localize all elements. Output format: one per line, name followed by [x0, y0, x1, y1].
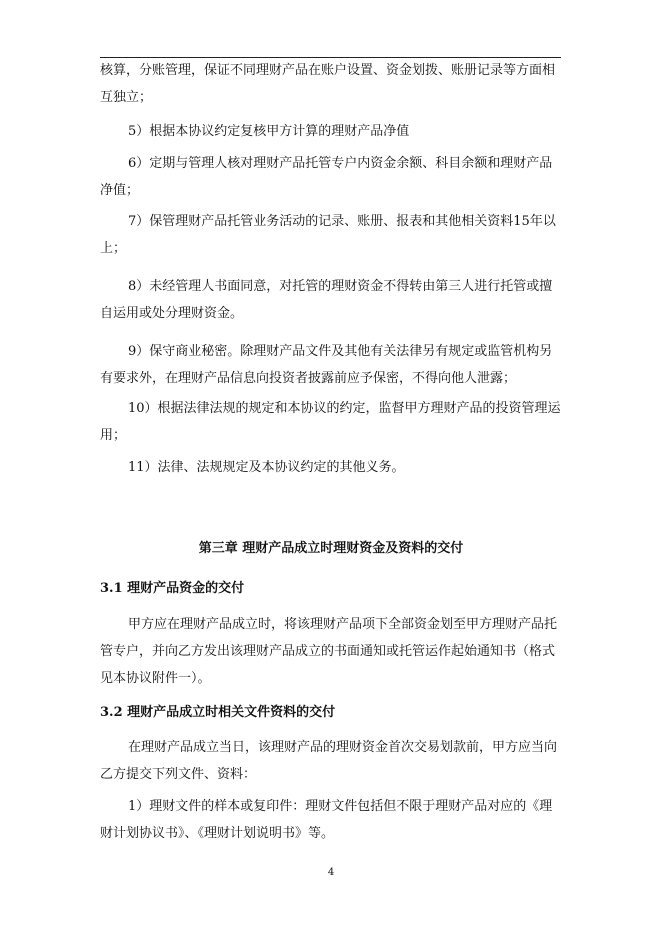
- item-9: 9）保守商业秘密。除理财产品文件及其他有关法律另有规定或监管机构另有要求外，在理财产品信息向投资者披露前应予保密，不得向他人泄露；: [100, 344, 553, 386]
- page-number: 4: [327, 867, 335, 878]
- chapter-title: 第三章 理财产品成立时理财资金及资料的交付: [198, 541, 464, 556]
- item-10: 10）根据法律法规的规定和本协议的约定，监督甲方理财产品的投资管理运用；: [100, 401, 561, 443]
- item-8: 8）未经管理人书面同意，对托管的理财资金不得转由第三人进行托管或擅自运用或处分理财资金。: [100, 279, 553, 321]
- section-3-2-heading: 3.2 理财产品成立时相关文件资料的交付: [100, 705, 336, 720]
- section-3-2-item-1: 1）理财文件的样本或复印件：理财文件包括但不限于理财产品对应的《理财计划协议书》、《理财计划说明书》等。: [100, 799, 553, 841]
- section-3-1-heading: 3.1 理财产品资金的交付: [100, 581, 245, 596]
- item-5: 5）根据本协议约定复核甲方计算的理财产品净值: [128, 124, 410, 139]
- section-3-1-body: 甲方应在理财产品成立时，将该理财产品项下全部资金划至甲方理财产品托管专户，并向乙方发出该理财产品成立的书面通知或托管运作起始通知书（格式见本协议附件一）。: [100, 617, 558, 686]
- item-continuation: 核算，分账管理，保证不同理财产品在账户设置、资金划拨、账册记录等方面相互独立；: [100, 63, 556, 105]
- section-3-2-body: 在理财产品成立当日，该理财产品的理财资金首次交易划款前，甲方应当向乙方提交下列文件、资料：: [100, 740, 558, 782]
- item-7: 7）保管理财产品托管业务活动的记录、账册、报表和其他相关资料15年以上；: [100, 214, 556, 256]
- item-6: 6）定期与管理人核对理财产品托管专户内资金余额、科目余额和理财产品净值；: [100, 156, 553, 198]
- item-11: 11）法律、法规规定及本协议约定的其他义务。: [128, 460, 405, 475]
